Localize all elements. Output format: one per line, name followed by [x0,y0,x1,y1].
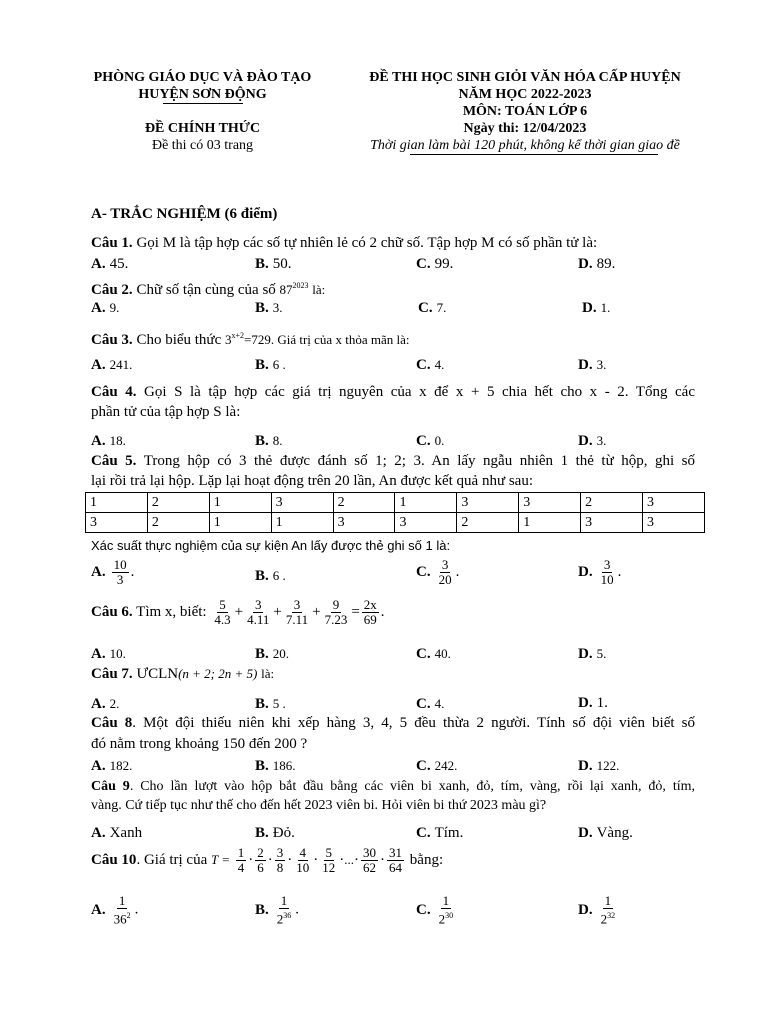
q6-option-c[interactable]: C. 40. [416,646,451,662]
table-cell: 3 [395,513,457,533]
q2-option-b[interactable]: B. 3. [255,300,283,316]
table-row [86,493,705,513]
page-count: Đề thi có 03 trang [151,138,254,153]
q3-option-c[interactable]: C. 4. [416,357,445,373]
q10-option-c[interactable]: C. $\frac{1}{2^{30}}$ [416,893,454,927]
table-row [86,513,705,533]
exam-duration: Thời gian làm bài 120 phút, không kể thời gian giao đề [370,138,680,153]
q10-option-d[interactable]: D. $\frac{1}{2^{32}}$ [578,893,616,927]
question-9-line1: Câu 9. Cho lần lượt vào hộp bắt đầu bằng các viên bi xanh, đỏ, tím, vàng, rồi lại xanh, đỏ, tím, [91,779,695,794]
q7-option-a[interactable]: A. 2. [91,696,120,712]
q9-option-a[interactable]: A. Xanh [91,825,143,841]
q10-option-b[interactable]: B. $\frac{1}{2^{36}}$ . [255,893,300,927]
q2-option-a[interactable]: A. 9. [91,300,120,316]
question-4-line2: phần tử của tập hợp S là: [91,404,241,420]
q8-option-b[interactable]: B. 186. [255,758,296,774]
table-cell: 3 [271,493,333,513]
header-underline-right [410,154,658,155]
q6-option-d[interactable]: D. 5. [578,646,607,662]
exam-title: ĐỀ THI HỌC SINH GIỎI VĂN HÓA CẤP HUYỆN [369,70,681,85]
district-name: HUYỆN SƠN ĐỘNG [138,87,267,102]
table-cell: 1 [86,493,148,513]
q5-option-b[interactable]: B. 6 . [255,568,286,584]
q4-option-a[interactable]: A. 18. [91,433,126,449]
q8-option-c[interactable]: C. 242. [416,758,458,774]
table-cell: 2 [457,513,519,533]
q4-option-d[interactable]: D. 3. [578,433,607,449]
q1-option-a[interactable]: A. 45. [91,256,129,272]
question-2: Câu 2. Chữ số tận cùng của số $87^{2023}$ là: [91,281,326,298]
section-a-title: A- TRẮC NGHIỆM (6 điểm) [91,206,278,222]
table-cell: 2 [147,513,209,533]
q1-option-d[interactable]: D. 89. [578,256,616,272]
question-4-line1: Câu 4. Gọi S là tập hợp các giá trị nguyên của x để x + 5 chia hết cho x - 2. Tổng các [91,384,695,400]
q9-option-c[interactable]: C. Tím. [416,825,464,841]
q4-option-b[interactable]: B. 8. [255,433,283,449]
q5-option-d[interactable]: D. $\frac{3}{10}$ . [578,557,622,587]
q3-option-a[interactable]: A. 241. [91,357,133,373]
table-cell: 3 [86,513,148,533]
q8-option-d[interactable]: D. 122. [578,758,620,774]
question-8-line1: Câu 8. Một đội thiếu niên khi xếp hàng 3, 4, 5 đều thừa 2 người. Tính số đội viên biết số [91,715,695,731]
table-cell: 1 [395,493,457,513]
table-cell: 3 [519,493,581,513]
table-cell: 1 [519,513,581,533]
q5-option-a[interactable]: A. $\frac{10}{3}$ . [91,557,135,587]
q7-option-c[interactable]: C. 4. [416,696,445,712]
results-table [85,492,705,533]
question-8-line2: đó nằm trong khoảng 150 đến 200 ? [91,736,308,752]
q6-option-a[interactable]: A. 10. [91,646,126,662]
q4-option-c[interactable]: C. 0. [416,433,445,449]
subject: MÔN: TOÁN LỚP 6 [462,104,588,119]
dept-name: PHÒNG GIÁO DỤC VÀ ĐÀO TẠO [93,70,312,85]
table-cell: 3 [457,493,519,513]
question-6: Câu 6. Tìm x, biết: $\frac{5}{4.3}$ + $\frac{3}{4.11}$ + $\frac{3}{7.11}$ + $\frac{9}{7.23}$ = $\frac{2x}{69}$ . [91,597,385,627]
table-cell: 2 [333,493,395,513]
question-3: Câu 3. Cho biểu thức $3^{x+2}=729$. Giá trị của x thỏa mãn là: [91,331,410,348]
question-10: Câu 10. Giá trị của T = $\frac{1}{4}$ · $\frac{2}{6}$ · $\frac{3}{8}$ · $\frac{4}{10}$ · $\frac{5}{12}$ ·...· $\frac{30}{62}$ · $\frac{31}{64}$ bằng: [91,845,444,875]
table-cell: 3 [643,513,705,533]
table-cell: 3 [581,513,643,533]
table-cell: 1 [209,493,271,513]
question-7: Câu 7. ƯCLN(n + 2; 2n + 5) là: [91,666,275,682]
table-cell: 1 [271,513,333,533]
q3-option-d[interactable]: D. 3. [578,357,607,373]
q9-option-b[interactable]: B. Đỏ. [255,825,295,841]
question-5-line1: Câu 5. Trong hộp có 3 thẻ được đánh số 1; 2; 3. An lấy ngẫu nhiên 1 thẻ từ hộp, ghi số [91,453,695,469]
q9-option-d[interactable]: D. Vàng. [578,825,633,841]
table-cell: 3 [643,493,705,513]
q7-option-b[interactable]: B. 5 . [255,696,286,712]
q2-option-d[interactable]: D. 1. [582,300,611,316]
question-5-prompt: Xác suất thực nghiệm của sự kiện An lấy được thẻ ghi số 1 là: [91,538,451,553]
question-1: Câu 1. Gọi M là tập hợp các số tự nhiên lẻ có 2 chữ số. Tập hợp M có số phần tử là: [91,235,598,251]
table-cell: 2 [581,493,643,513]
q1-option-c[interactable]: C. 99. [416,256,454,272]
table-cell: 1 [209,513,271,533]
header-underline-left [163,103,243,104]
q5-option-c[interactable]: C. $\frac{3}{20}$ . [416,557,460,587]
table-cell: 3 [333,513,395,533]
q1-option-b[interactable]: B. 50. [255,256,292,272]
table-cell: 2 [147,493,209,513]
q2-option-c[interactable]: C. 7. [418,300,447,316]
school-year: NĂM HỌC 2022-2023 [458,87,592,102]
q6-option-b[interactable]: B. 20. [255,646,290,662]
q3-option-b[interactable]: B. 6 . [255,357,286,373]
q7-option-d[interactable]: D. 1. [578,695,608,711]
q8-option-a[interactable]: A. 182. [91,758,133,774]
q10-option-a[interactable]: A. $\frac{1}{36^2}$ . [91,893,139,927]
official-label: ĐỀ CHÍNH THỨC [144,121,261,136]
question-9-line2: vàng. Cứ tiếp tục như thế cho đến hết 2023 viên bi. Hỏi viên bi thứ 2023 màu gì? [91,798,547,813]
exam-date: Ngày thi: 12/04/2023 [463,121,587,136]
question-5-line2: lại rồi trả lại hộp. Lặp lại hoạt động trên 20 lần, An được kết quả như sau: [91,473,534,489]
